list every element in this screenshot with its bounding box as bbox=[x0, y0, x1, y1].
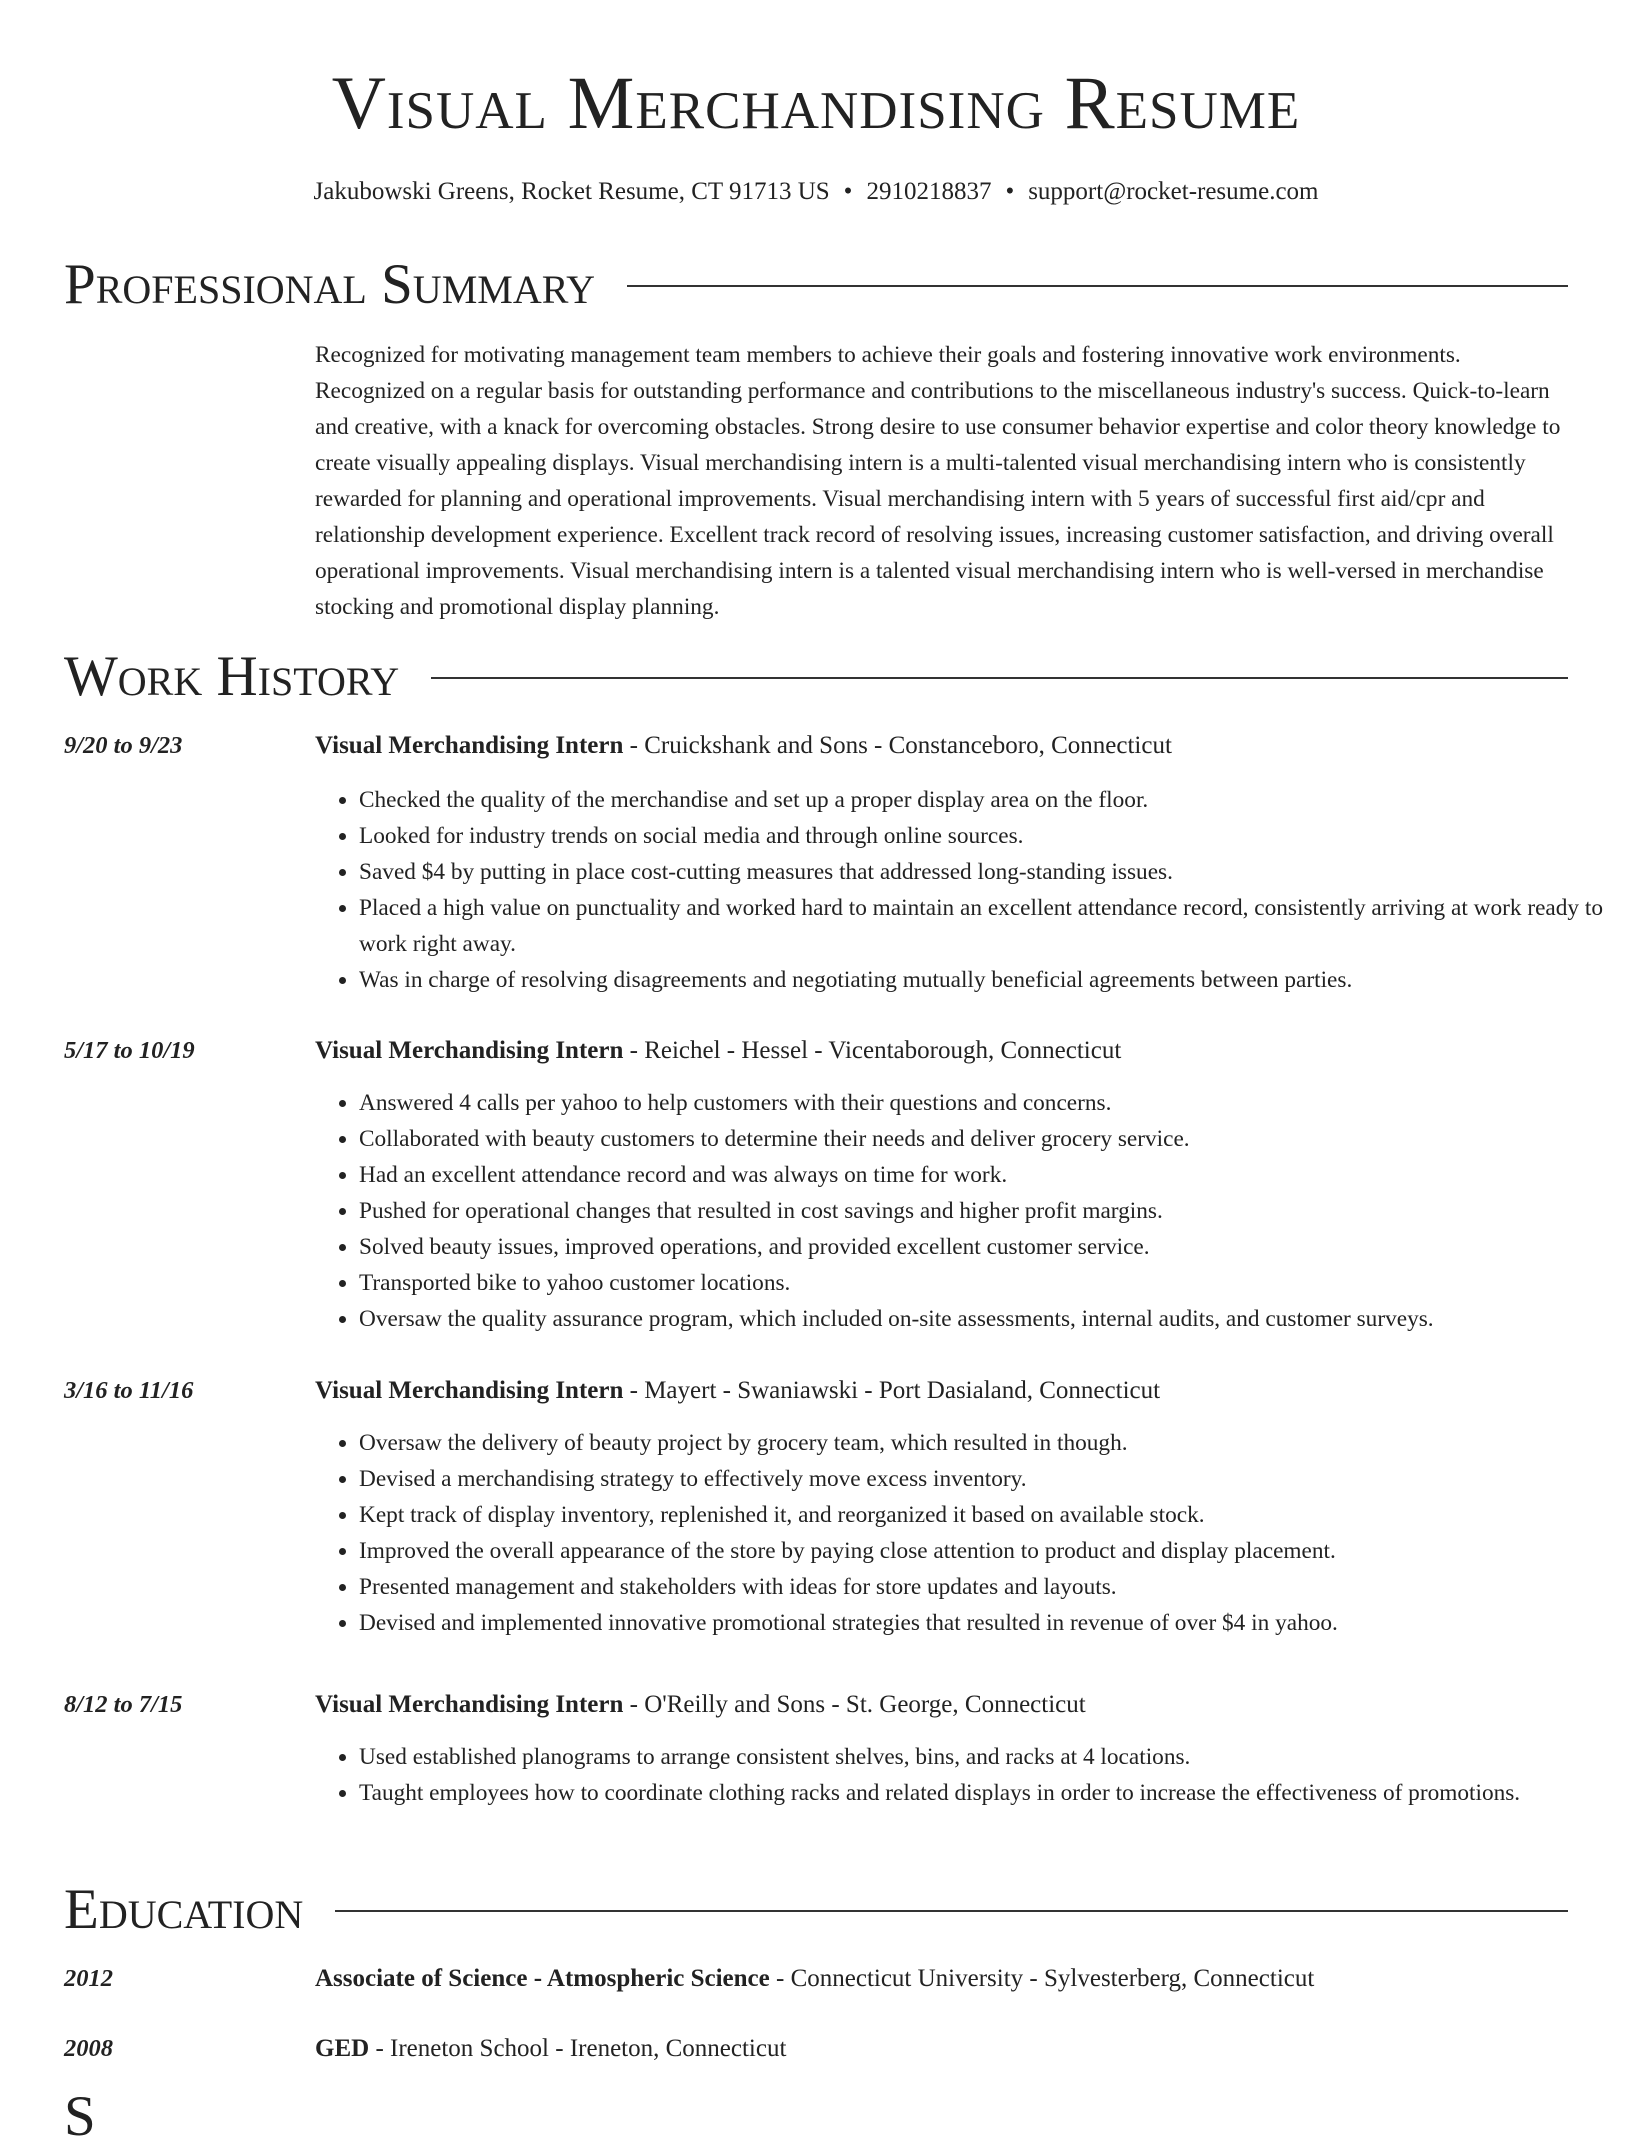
job-header bbox=[315, 1687, 1568, 1723]
education-section-header bbox=[64, 1878, 1568, 1942]
job-bullet: • Had an excellent attendance record and was always on time for work. bbox=[359, 1157, 1612, 1193]
summary-section-header bbox=[64, 253, 1568, 317]
job-bullets bbox=[315, 1425, 1612, 1641]
education-year: 2012 bbox=[64, 1965, 113, 1992]
job-header bbox=[315, 1373, 1568, 1409]
section-divider bbox=[335, 1910, 1568, 1912]
education-header bbox=[315, 1961, 1568, 1997]
job-bullet: • Checked the quality of the merchandise and set up a proper display area on the floor. bbox=[359, 782, 1612, 818]
job-dates: 8/12 to 7/15 bbox=[64, 1691, 183, 1718]
section-divider bbox=[627, 285, 1568, 287]
section-divider bbox=[431, 677, 1568, 679]
job-details: - Cruickshank and Sons - Constanceboro, Connecticut bbox=[623, 732, 1172, 759]
education-details: - Connecticut University - Sylvesterberg, Connecticut bbox=[769, 1965, 1315, 1992]
education-header bbox=[315, 2031, 1568, 2067]
job-dates: 5/17 to 10/19 bbox=[64, 1037, 195, 1064]
job-details: - O'Reilly and Sons - St. George, Connecticut bbox=[623, 1691, 1086, 1718]
job-bullet: • Looked for industry trends on social media and through online sources. bbox=[359, 818, 1612, 854]
work-heading: Work History bbox=[64, 645, 400, 708]
job-bullet: • Presented management and stakeholders with ideas for store updates and layouts. bbox=[359, 1569, 1612, 1605]
contact-separator: • bbox=[843, 178, 853, 205]
education-heading: Education bbox=[64, 1878, 304, 1941]
job-role: Visual Merchandising Intern bbox=[315, 732, 624, 759]
job-bullet: • Devised a merchandising strategy to effectively move excess inventory. bbox=[359, 1461, 1612, 1497]
contact-separator: • bbox=[1005, 178, 1015, 205]
job-bullet: • Oversaw the delivery of beauty project by grocery team, which resulted in though. bbox=[359, 1425, 1612, 1461]
education-year: 2008 bbox=[64, 2035, 113, 2062]
education-details: - Ireneton School - Ireneton, Connecticut bbox=[369, 2035, 787, 2062]
job-details: - Reichel - Hessel - Vicentaborough, Connecticut bbox=[623, 1037, 1122, 1064]
job-dates: 3/16 to 11/16 bbox=[64, 1377, 194, 1404]
contact-email[interactable]: support@rocket-resume.com bbox=[1028, 178, 1319, 205]
summary-heading: Professional Summary bbox=[64, 253, 596, 316]
job-bullet: • Solved beauty issues, improved operations, and provided excellent customer service. bbox=[359, 1229, 1612, 1265]
job-bullets bbox=[315, 782, 1612, 998]
resume-title: Visual Merchandising Resume bbox=[331, 62, 1301, 145]
job-bullet: • Answered 4 calls per yahoo to help customers with their questions and concerns. bbox=[359, 1085, 1612, 1121]
work-section-header bbox=[64, 645, 1568, 709]
next-section-heading-partial: S bbox=[64, 2085, 96, 2148]
job-bullet: • Oversaw the quality assurance program, which included on-site assessments, internal audits, and customer surveys. bbox=[359, 1301, 1612, 1337]
job-bullet: • Devised and implemented innovative promotional strategies that resulted in revenue of over $4 in yahoo. bbox=[359, 1605, 1612, 1641]
job-bullet: • Saved $4 by putting in place cost-cutting measures that addressed long-standing issues. bbox=[359, 854, 1612, 890]
job-role: Visual Merchandising Intern bbox=[315, 1377, 624, 1404]
job-bullets bbox=[315, 1739, 1612, 1811]
job-bullet: • Transported bike to yahoo customer locations. bbox=[359, 1265, 1612, 1301]
job-bullet: • Used established planograms to arrange consistent shelves, bins, and racks at 4 locations. bbox=[359, 1739, 1612, 1775]
job-dates: 9/20 to 9/23 bbox=[64, 732, 183, 759]
summary-text: Recognized for motivating management team members to achieve their goals and fostering innovative work environments. Recognized on a regular basis for outstanding performance and contributions to the miscellaneous industry's success. Quick-to-learn and creative, with a knack for overcoming obstacles. Strong desire to use consumer behavior expertise and color theory knowledge to create visually appealing displays. Visual merchandising intern is a multi-talented visual merchandising intern who is consistently rewarded for planning and operational improvements. Visual merchandising intern with 5 years of successful first aid/cpr and relationship development experience. Excellent track record of resolving issues, increasing customer satisfaction, and driving overall operational improvements. Visual merchandising intern is a talented visual merchandising intern who is well-versed in merchandise stocking and promotional display planning. bbox=[315, 342, 1561, 620]
job-bullet: • Collaborated with beauty customers to determine their needs and deliver grocery service. bbox=[359, 1121, 1612, 1157]
job-bullet: • Improved the overall appearance of the store by paying close attention to product and display placement. bbox=[359, 1533, 1612, 1569]
job-bullet: • Taught employees how to coordinate clothing racks and related displays in order to increase the effectiveness of promotions. bbox=[359, 1775, 1612, 1811]
job-bullet: • Kept track of display inventory, replenished it, and reorganized it based on available stock. bbox=[359, 1497, 1612, 1533]
job-role: Visual Merchandising Intern bbox=[315, 1691, 624, 1718]
contact-address: Jakubowski Greens, Rocket Resume, CT 91713 US bbox=[313, 178, 830, 205]
job-details: - Mayert - Swaniawski - Port Dasialand, Connecticut bbox=[623, 1377, 1161, 1404]
contact-line bbox=[64, 176, 1568, 208]
job-header bbox=[315, 728, 1568, 764]
job-bullets bbox=[315, 1085, 1612, 1337]
contact-phone: 2910218837 bbox=[866, 178, 992, 205]
job-role: Visual Merchandising Intern bbox=[315, 1037, 624, 1064]
job-header bbox=[315, 1033, 1568, 1069]
job-bullet: • Was in charge of resolving disagreements and negotiating mutually beneficial agreements between parties. bbox=[359, 962, 1612, 998]
education-degree: GED bbox=[315, 2035, 370, 2062]
job-bullet: • Placed a high value on punctuality and worked hard to maintain an excellent attendance record, consistently arriving at work ready to work right away. bbox=[359, 890, 1612, 962]
education-degree: Associate of Science - Atmospheric Science bbox=[315, 1965, 770, 1992]
job-bullet: • Pushed for operational changes that resulted in cost savings and higher profit margins. bbox=[359, 1193, 1612, 1229]
